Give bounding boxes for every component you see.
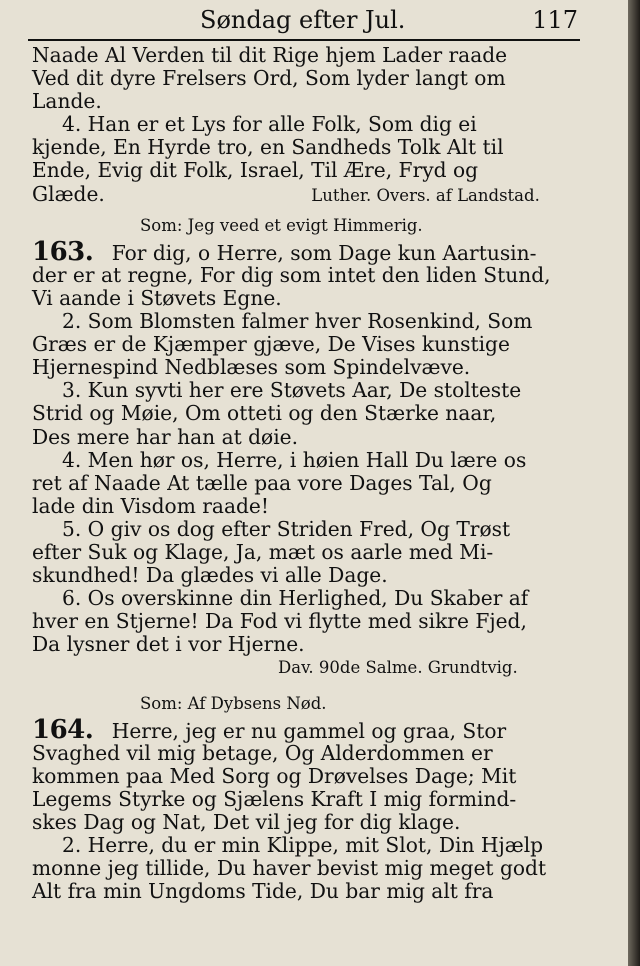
text-line: Strid og Møie, Om otteti og den Stærke naar, (32, 401, 497, 426)
hymn-first-line (32, 236, 580, 267)
verse-start-line: 5. O giv os dog efter Striden Fred, Og Trøst (62, 516, 511, 541)
text-line: lade din Visdom raade! (32, 493, 269, 518)
text-line: Da lysner det i vor Hjerne. (32, 632, 305, 657)
verse-start-line: 2. Herre, du er min Klippe, mit Slot, Din Hjælp (62, 833, 544, 858)
verse-start-line: 6. Os overskinne din Herlighed, Du Skaber af (62, 586, 529, 611)
text-line: skundhed! Da glædes vi alle Dage. (32, 563, 388, 588)
text-line: Hjernespind Nedblæses som Spindelvæve. (32, 355, 471, 380)
verse-start-line: 3. Kun syvti her ere Støvets Aar, De stolteste (62, 378, 522, 403)
text-line: Lande. (32, 89, 102, 114)
author-credit: Luther. Overs. af Landstad. (311, 185, 540, 205)
text-line: Des mere har han at døie. (32, 424, 299, 449)
verse-start-line: 4. Han er et Lys for alle Folk, Som dig ei (62, 112, 477, 137)
header-title: Søndag efter Jul. (200, 6, 406, 34)
text-line: Alt fra min Ungdoms Tide, Du bar mig alt fra (32, 879, 494, 904)
hymn-number: 164. (32, 714, 94, 745)
text-line: efter Suk og Klage, Ja, mæt os aarle med Mi- (32, 539, 494, 564)
hymn-first-line-text: For dig, o Herre, som Dage kun Aartusin- (111, 240, 537, 265)
text-fragment: Glæde. (32, 181, 105, 206)
text-line: kjende, En Hyrde tro, en Sandheds Tolk Alt til (32, 135, 504, 160)
page-edge-shadow (628, 0, 640, 966)
running-header (30, 4, 578, 38)
text-line: Græs er de Kjæmper gjæve, De Vises kunstige (32, 332, 510, 357)
text-line: Ved dit dyre Frelsers Ord, Som lyder langt om (32, 66, 506, 91)
hymn-first-line-text: Herre, jeg er nu gammel og graa, Stor (111, 718, 507, 743)
melody-indication: Som: Jeg veed et evigt Himmerig. (140, 215, 423, 235)
hymn-number: 163. (32, 236, 94, 267)
page-number: 117 (532, 6, 578, 34)
header-rule (28, 39, 580, 41)
text-line: Vi aande i Støvets Egne. (32, 285, 282, 310)
text-line: ret af Naade At tælle paa vore Dages Tal, Og (32, 470, 492, 495)
text-line: Svaghed vil mig betage, Og Alderdommen er (32, 740, 493, 765)
text-line: skes Dag og Nat, Det vil jeg for dig klage. (32, 810, 461, 834)
melody-indication: Som: Af Dybsens Nød. (140, 693, 327, 713)
text-line: der er at regne, For dig som intet den liden Stund, (32, 262, 551, 287)
page-body (32, 44, 580, 903)
text-line: Ende, Evig dit Folk, Israel, Til Ære, Fryd og (32, 158, 479, 183)
verse-start-line: 4. Men hør os, Herre, i høien Hall Du lære os (62, 447, 527, 472)
text-line: Legems Styrke og Sjælens Kraft I mig formind- (32, 786, 517, 811)
text-line: kommen paa Med Sorg og Drøvelses Dage; Mit (32, 763, 517, 788)
text-line: monne jeg tillide, Du haver bevist mig meget godt (32, 856, 547, 881)
text-line: hver en Stjerne! Da Fod vi flytte med sikre Fjed, (32, 609, 527, 634)
text-line: Naade Al Verden til dit Rige hjem Lader raade (32, 43, 508, 67)
hymn-first-line (32, 714, 580, 745)
verse-start-line: 2. Som Blomsten falmer hver Rosenkind, Som (62, 309, 533, 334)
author-credit: Dav. 90de Salme. Grundtvig. (278, 658, 518, 678)
text-line (32, 183, 580, 206)
